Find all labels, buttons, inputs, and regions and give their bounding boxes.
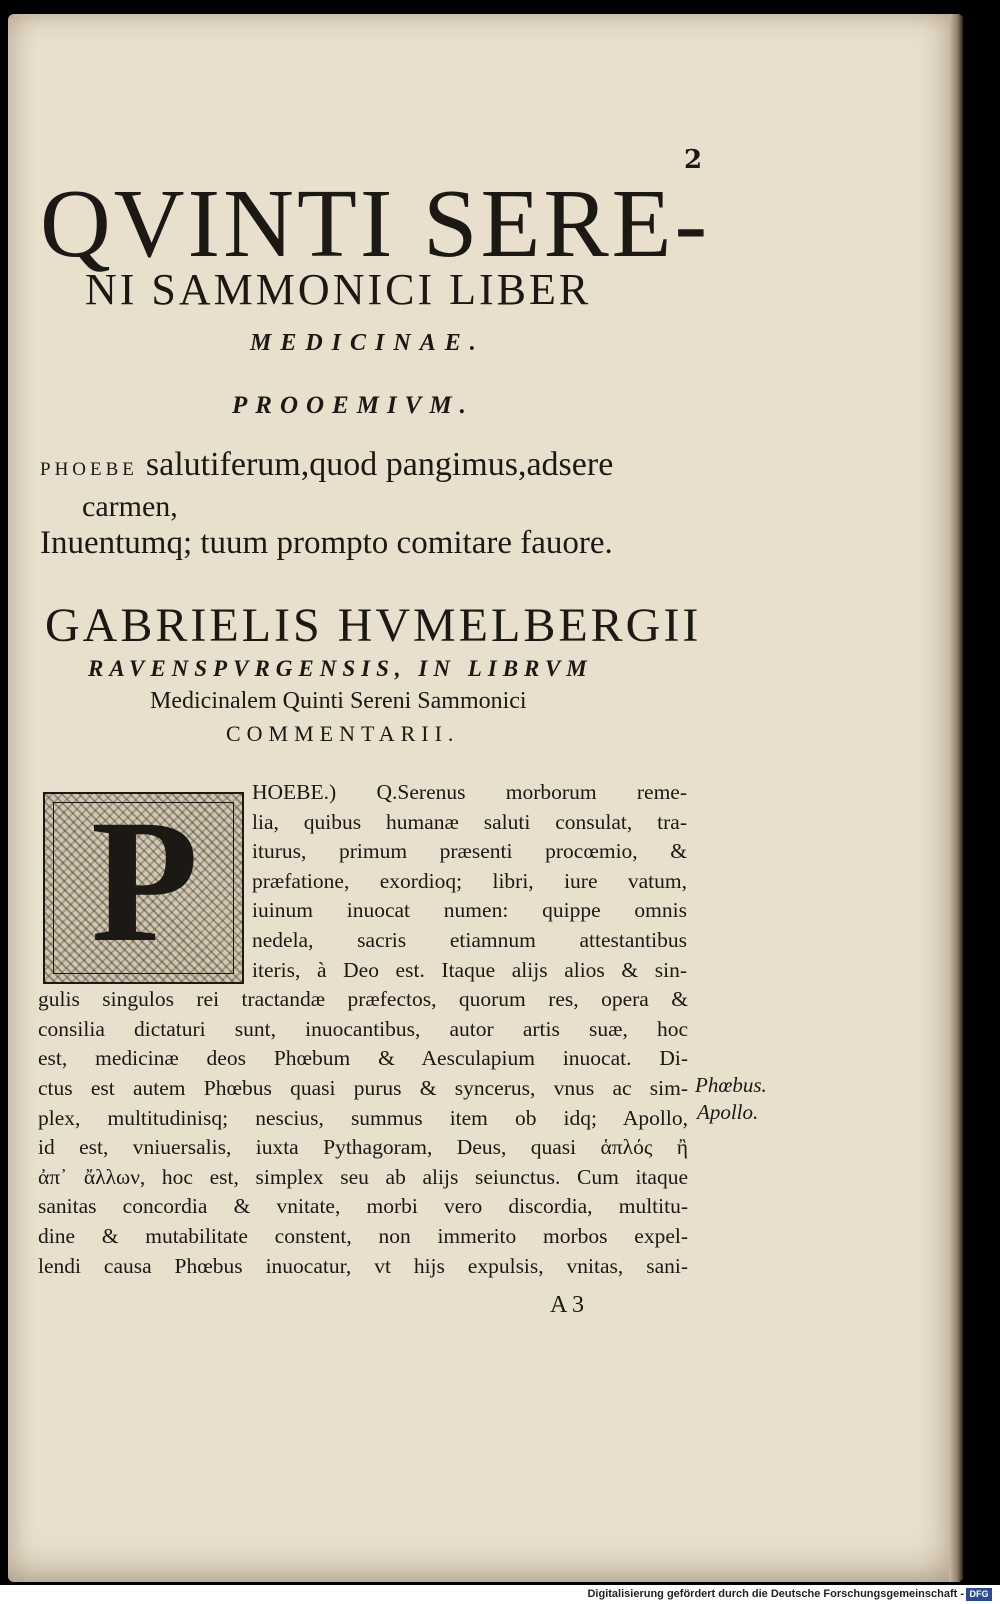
initial-letter: P [91, 784, 199, 979]
verse-line-3: Inuentumq; tuum prompto comitare fauore. [40, 525, 613, 561]
verse-line-1 [40, 446, 613, 484]
verse-line-1-text: salutiferum,quod pangimus,adsere [145, 446, 614, 483]
page-edge [949, 14, 963, 1582]
page-number: 2 [684, 145, 703, 175]
body-line: præfatione, exordioq; libri, iure vatum, [252, 868, 687, 893]
verse-line-2: carmen, [82, 490, 178, 523]
body-line: lia, quibus humanæ saluti consulat, tra- [252, 809, 687, 834]
body-line: dine & mutabilitate constent, non immerito morbos expel- [38, 1224, 688, 1248]
body-line: id est, vniuersalis, iuxta Pythagoram, Deus, quasi ἁπλός ἢ [38, 1135, 688, 1160]
commentary-heading-1: GABRIELIS HVMELBERGII [45, 599, 702, 652]
margin-note-phoebus: Phœbus. [695, 1073, 767, 1097]
title-line-2: NI SAMMONICI LIBER [85, 265, 592, 314]
body-line: ctus est autem Phœbus quasi purus & syncerus, vnus ac sim- [38, 1076, 688, 1100]
body-line: consilia dictaturi sunt, inuocantibus, autor artis suæ, hoc [38, 1016, 688, 1041]
title-line-3: MEDICINAE. [250, 330, 485, 356]
body-line: sanitas concordia & vnitate, morbi vero discordia, multitu- [38, 1194, 688, 1219]
title-line-1: QVINTI SERE- [40, 170, 711, 278]
verse-lead: PHOEBE [40, 459, 138, 480]
body-line: lendi causa Phœbus inuocatur, vt hijs expulsis, vnitas, sani- [38, 1253, 688, 1278]
margin-note-apollo: Apollo. [697, 1100, 759, 1124]
commentary-heading-4: COMMENTARII. [226, 721, 460, 746]
body-line: HOEBE.) Q.Serenus morborum reme- [252, 780, 687, 804]
body-line: nedela, sacris etiamnum attestantibus [252, 928, 687, 952]
body-line: ἀπ᾽ ἄλλων, hoc est, simplex seu ab alijs seiunctus. Cum itaque [38, 1164, 688, 1189]
footer-credit: Digitalisierung gefördert durch die Deutsche Forschungsgemeinschaft - [587, 1588, 964, 1600]
commentary-heading-2: RAVENSPVRGENSIS, IN LIBRVM [88, 656, 593, 681]
section-heading: PROOEMIVM. [232, 392, 474, 419]
dfg-logo: DFG [966, 1588, 992, 1601]
body-line: gulis singulos rei tractandæ præfectos, quorum res, opera & [38, 987, 688, 1012]
decorated-initial [43, 784, 244, 984]
body-line: iteris, à Deo est. Itaque alijs alios & sin- [252, 957, 687, 982]
signature-mark: A 3 [550, 1292, 585, 1318]
body-line: plex, multitudinisq; nescius, summus item ob idq; Apollo, [38, 1105, 688, 1130]
commentary-heading-3: Medicinalem Quinti Sereni Sammonici [150, 688, 527, 714]
body-line: iuinum inuocat numen: quippe omnis [252, 898, 687, 923]
body-line: iturus, primum præsenti procœmio, & [252, 839, 687, 864]
body-line: est, medicinæ deos Phœbum & Aesculapium inuocat. Di- [38, 1046, 688, 1071]
